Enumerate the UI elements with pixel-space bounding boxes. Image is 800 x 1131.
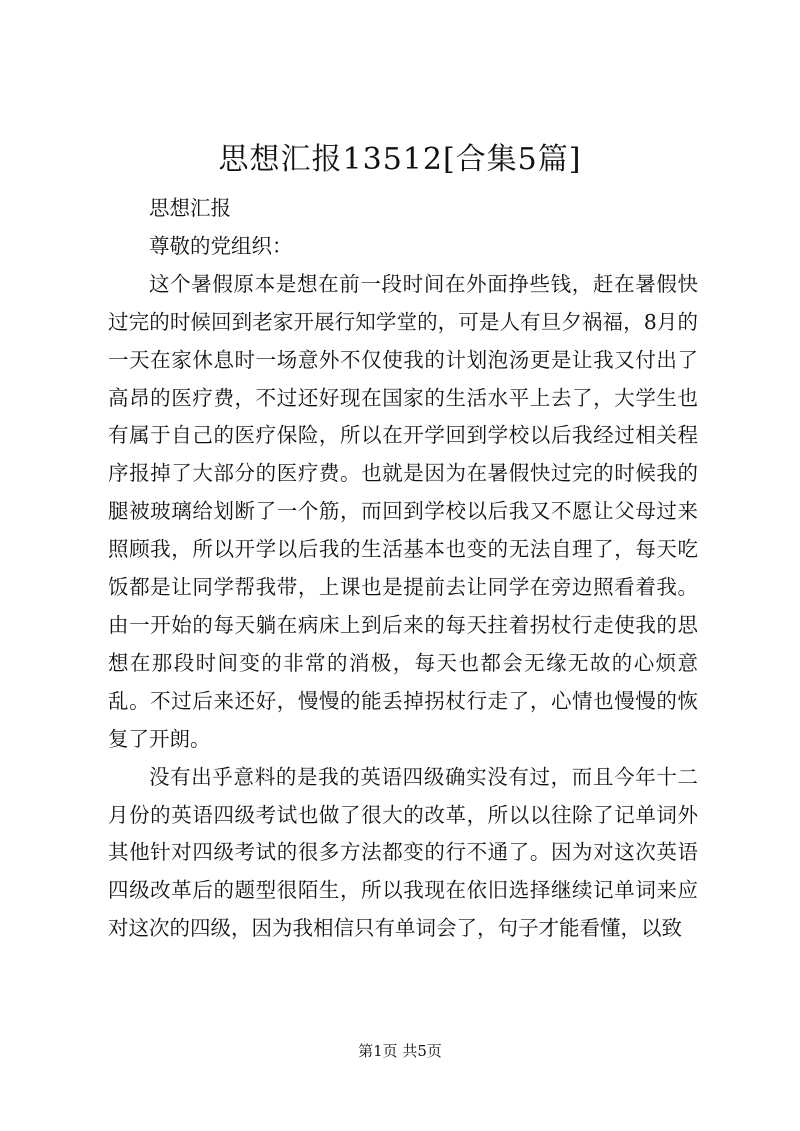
- paragraph-body: 没有出乎意料的是我的英语四级确实没有过，而且今年十二月份的英语四级考试也做了很大的改革，所以以往除了记单词外其他针对四级考试的很多方法都变的行不通了。因为对这次英语四级改革后的题型很陌生，所以我现在依旧选择继续记单词来应对这次的四级，因为我相信只有单词会了，句子才能看懂，以致: [108, 764, 698, 941]
- paragraph-salutation: 尊敬的党组织：: [149, 233, 293, 258]
- paragraph-body: 这个暑假原本是想在前一段时间在外面挣些钱，赶在暑假快过完的时候回到老家开展行知学堂的，可是人有旦夕祸福，8月的一天在家休息时一场意外不仅使我的计划泡汤更是让我又付出了高昂的医疗费，不过还好现在国家的生活水平上去了，大学生也有属于自己的医疗保险，所以在开学回到学校以后我经过相关程序报掉了大部分的医疗费。也就是因为在暑假快过完的时候我的腿被玻璃给划断了一个筋，而回到学校以后我又不愿让父母过来照顾我，所以开学以后我的生活基本也变的无法自理了，每天吃饭都是让同学帮我带，上课也是提前去让同学在旁边照看着我。由一开始的每天躺在病床上到后来的每天拄着拐杖行走使我的思想在那段时间变的非常的消极，每天也都会无缘无故的心烦意乱。不过后来还好，慢慢的能丢掉拐杖行走了，心情也慢慢的恢复了开朗。: [108, 271, 698, 751]
- paragraph-heading: 思想汇报: [149, 196, 231, 220]
- document-title: 思想汇报13512[合集5篇]: [218, 142, 582, 177]
- page-number: 第1页 共5页: [358, 1042, 442, 1060]
- document-body: [108, 190, 698, 948]
